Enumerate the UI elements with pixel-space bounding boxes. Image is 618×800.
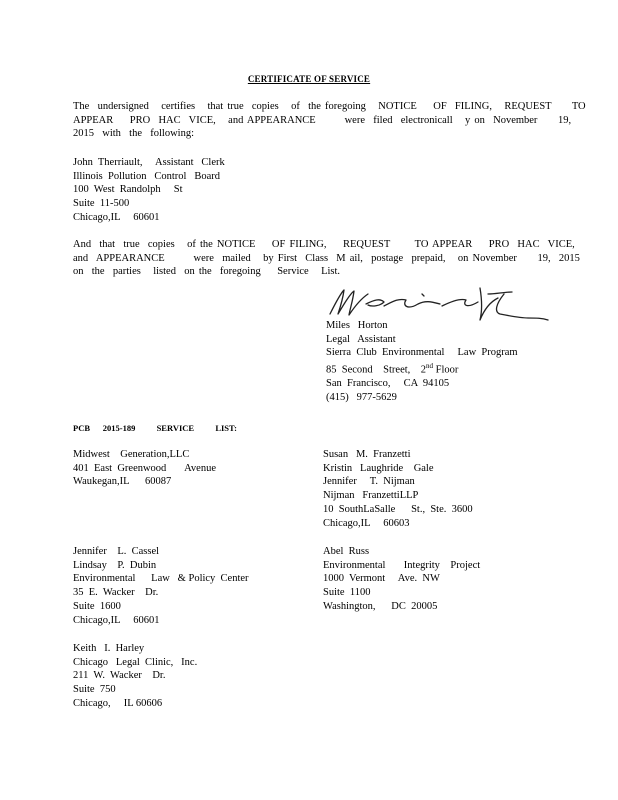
sender-block — [326, 320, 518, 405]
certificate-title: CERTIFICATE OF SERVICE — [247, 74, 371, 84]
sender-street-floor: Floor — [433, 364, 459, 376]
recipient-line: 35 E. Wacker Dr. — [73, 587, 159, 599]
filing-line-1: The undersigned certifies that true copies of the foregoing NOTICE OF FILING, REQUEST TO — [73, 101, 586, 112]
recipient-line: Nijman FranzettiLLP — [323, 490, 419, 502]
clerk-suite: Suite 11-500 — [73, 198, 130, 210]
service-list-heading: PCB 2015-189 SERVICE LIST: — [73, 423, 237, 433]
recipient-cassel — [73, 545, 249, 627]
sender-title: Legal Assistant — [326, 333, 396, 345]
recipient-russ — [323, 545, 480, 614]
sender-street-main: 85 Second Street, 2 — [326, 364, 427, 376]
recipient-line: Suite 1100 — [323, 587, 371, 599]
recipient-harley — [73, 642, 197, 711]
recipient-line: Jennifer L. Cassel — [73, 546, 160, 557]
clerk-board: Illinois Pollution Control Board — [73, 170, 221, 182]
recipient-line: Chicago, IL 60606 — [73, 697, 163, 709]
recipient-midwest — [73, 448, 216, 489]
mailing-line-3: on the parties listed on the foregoing Service List. — [73, 266, 341, 278]
recipient-line: Suite 750 — [73, 684, 116, 696]
filing-line-2: APPEAR PRO HAC VICE, and APPEARANCE were filed electronicall y on November 19, — [73, 114, 572, 126]
recipient-line: Suite 1600 — [73, 600, 121, 612]
mailing-line-1: And that true copies of the NOTICE OF FILING, REQUEST TO APPEAR PRO HAC VICE, — [73, 239, 575, 250]
recipient-line: Chicago,IL 60603 — [323, 517, 410, 529]
clerk-city: Chicago,IL 60601 — [73, 211, 160, 223]
recipient-line: Waukegan,IL 60087 — [73, 476, 172, 488]
recipient-line: Lindsay P. Dubin — [73, 559, 157, 571]
recipient-line: Washington, DC 20005 — [323, 600, 438, 612]
clerk-name: John Therriault, Assistant Clerk — [73, 157, 225, 168]
recipient-franzetti — [323, 448, 473, 530]
recipient-line: 401 East Greenwood Avenue — [73, 462, 216, 474]
recipient-line: Jennifer T. Nijman — [323, 476, 415, 488]
filing-paragraph — [73, 100, 586, 141]
recipient-line: Chicago,IL 60601 — [73, 614, 160, 626]
recipient-line: Abel Russ — [323, 546, 370, 557]
mailing-paragraph — [73, 238, 580, 279]
recipient-line: Environmental Law & Policy Center — [73, 573, 249, 585]
recipient-line: Midwest Generation,LLC — [73, 449, 190, 460]
recipient-line: Keith I. Harley — [73, 643, 145, 654]
recipient-line: Chicago Legal Clinic, Inc. — [73, 656, 198, 668]
sender-street — [326, 360, 518, 377]
sender-name: Miles Horton — [326, 320, 388, 331]
recipient-line: Environmental Integrity Project — [323, 559, 481, 571]
recipient-line: 211 W. Wacker Dr. — [73, 670, 166, 682]
sender-street-sup: nd — [426, 362, 434, 371]
recipient-line: Kristin Laughride Gale — [323, 462, 434, 474]
clerk-street: 100 West Randolph St — [73, 184, 183, 196]
recipient-line: 1000 Vermont Ave. NW — [323, 573, 440, 585]
filing-line-3: 2015 with the following: — [73, 128, 194, 140]
clerk-address — [73, 156, 225, 225]
mailing-line-2: and APPEARANCE were mailed by First Class M ail, postage prepaid, on November 19, 2015 — [73, 252, 580, 264]
sender-org: Sierra Club Environmental Law Program — [326, 347, 518, 359]
recipient-line: Susan M. Franzetti — [323, 449, 411, 460]
sender-city: San Francisco, CA 94105 — [326, 378, 450, 390]
sender-phone: (415) 977-5629 — [326, 392, 397, 404]
recipient-line: 10 SouthLaSalle St., Ste. 3600 — [323, 503, 473, 515]
